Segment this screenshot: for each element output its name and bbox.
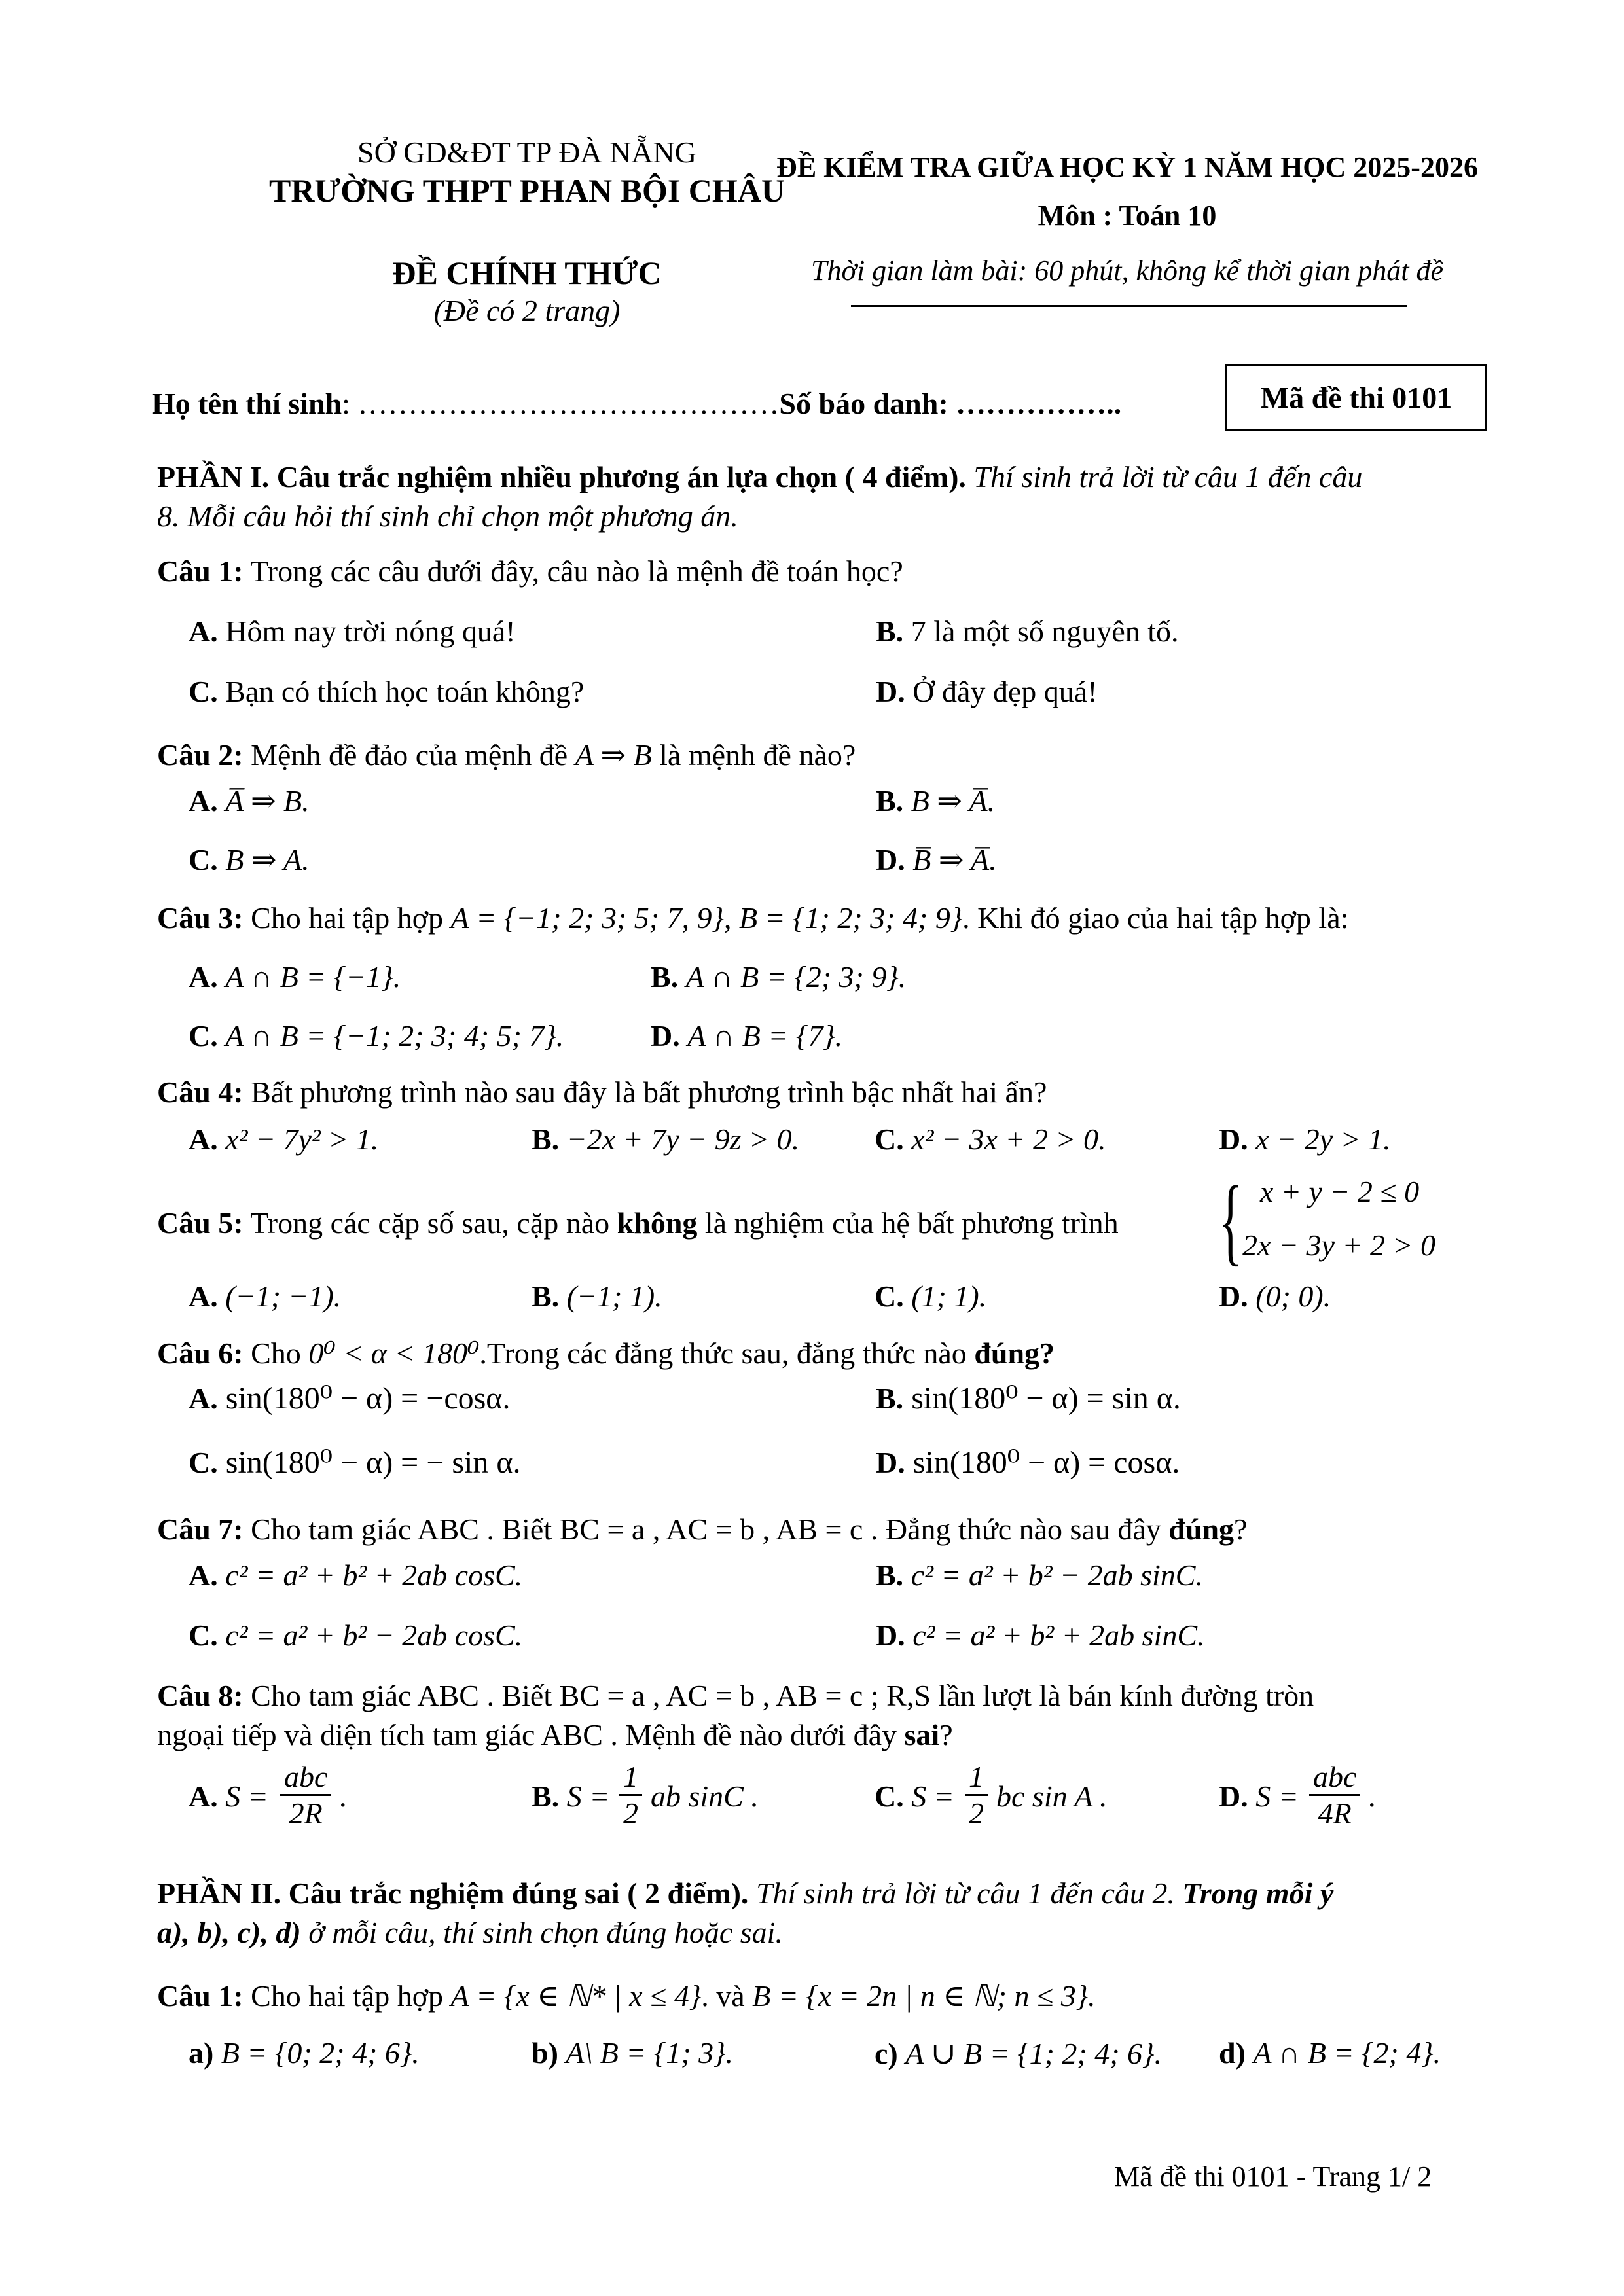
q3-text-after: . Khi đó giao của hai tập hợp là: xyxy=(962,901,1349,935)
part2-heading-bold-2: Trong mỗi ý xyxy=(1174,1876,1334,1910)
p2q1-text-mid: . và xyxy=(701,1979,745,2013)
p2q1-label: Câu 1: xyxy=(157,1979,244,2013)
option-letter: C. xyxy=(189,1446,218,1479)
school-name: TRƯỜNG THPT PHAN BỘI CHÂU xyxy=(268,172,785,209)
part2-heading xyxy=(157,1876,1333,1910)
option-lhs: S = xyxy=(566,1780,610,1813)
option-text: (−1; −1). xyxy=(225,1280,342,1313)
option-letter: D. xyxy=(876,1446,905,1479)
option-text: x − 2y > 1. xyxy=(1255,1122,1391,1156)
subject: Môn : Toán 10 xyxy=(1038,200,1217,232)
q1-option-a xyxy=(189,614,516,649)
q8-b-fraction xyxy=(619,1759,642,1831)
option-letter: B. xyxy=(532,1780,560,1813)
option-text: Bạn có thích học toán không? xyxy=(225,675,585,708)
option-letter: D. xyxy=(1219,1280,1248,1313)
option-text: c² = a² + b² − 2ab sinC. xyxy=(911,1558,1203,1592)
q1-option-b xyxy=(876,614,1179,649)
option-letter: A. xyxy=(189,960,218,994)
item-letter: c) xyxy=(875,2037,898,2070)
part1-heading-italic: Thí sinh trả lời từ câu 1 đến câu xyxy=(965,460,1363,493)
q7-option-d xyxy=(876,1618,1205,1653)
option-letter: A. xyxy=(189,1780,218,1813)
q5-option-a xyxy=(189,1279,341,1314)
q8-stem-line1 xyxy=(157,1678,1314,1713)
option-letter: D. xyxy=(1219,1122,1248,1156)
q4-label: Câu 4: xyxy=(157,1075,244,1109)
option-text: x² − 3x + 2 > 0. xyxy=(911,1122,1106,1156)
fraction-denominator: 2 xyxy=(623,1797,638,1830)
option-text: B ⇒ A. xyxy=(225,843,310,876)
q3-option-c xyxy=(189,1018,564,1053)
official-label: ĐỀ CHÍNH THỨC xyxy=(392,255,662,291)
option-text: A ∩ B = {−1; 2; 3; 4; 5; 7}. xyxy=(225,1019,564,1052)
part1-heading xyxy=(157,459,1362,494)
q4-stem xyxy=(157,1075,1047,1109)
item-letter: b) xyxy=(532,2036,558,2070)
q5-system-line2: 2x − 3y + 2 > 0 xyxy=(1242,1229,1435,1262)
option-letter: C. xyxy=(875,1780,904,1813)
q7-text: Cho tam giác ABC . Biết BC = a , AC = b , AB = c . Đẳng thức nào sau đây xyxy=(251,1513,1161,1546)
q3-set-a: A = {−1; 2; 3; 5; 7, 9} xyxy=(450,901,724,935)
item-letter: d) xyxy=(1219,2036,1246,2070)
option-text: c² = a² + b² − 2ab cosC. xyxy=(225,1619,523,1652)
q6-option-a xyxy=(189,1380,510,1416)
q7-text-end: ? xyxy=(1234,1513,1248,1546)
option-letter: B. xyxy=(876,615,904,648)
p2q1-text: Cho hai tập hợp xyxy=(251,1979,444,2013)
fraction-numerator: 1 xyxy=(619,1759,642,1796)
q8-label: Câu 8: xyxy=(157,1679,244,1712)
q6-option-c xyxy=(189,1444,520,1480)
q5-text-bold: không xyxy=(617,1206,698,1240)
q8-a-fraction xyxy=(280,1759,331,1831)
q2-stem xyxy=(157,737,856,772)
q2-option-b xyxy=(876,783,995,818)
option-text: (1; 1). xyxy=(911,1280,987,1313)
option-letter: A. xyxy=(189,784,218,817)
q2-text: Mệnh đề đảo của mệnh đề xyxy=(251,738,568,772)
q3-text: Cho hai tập hợp xyxy=(243,901,444,935)
item-text: A ∪ B = {1; 2; 4; 6}. xyxy=(905,2037,1162,2070)
part1-heading-bold: PHẦN I. Câu trắc nghiệm nhiều phương án lựa chọn ( 4 điểm). xyxy=(157,460,966,493)
option-text: A ∩ B = {−1}. xyxy=(225,960,401,994)
q3-option-d xyxy=(651,1018,842,1053)
item-letter: a) xyxy=(189,2036,214,2070)
q8-b-rhs: ab sinC . xyxy=(651,1780,759,1813)
option-letter: D. xyxy=(876,1619,905,1652)
q7-stem xyxy=(157,1512,1247,1547)
exam-code-box xyxy=(1225,364,1487,431)
name-label: Họ tên thí sinh xyxy=(152,387,342,420)
option-text: x² − 7y² > 1. xyxy=(225,1122,379,1156)
option-letter: C. xyxy=(189,1619,218,1652)
q5-stem xyxy=(157,1206,1119,1240)
item-text: A\ B = {1; 3}. xyxy=(566,2036,734,2070)
q5-label: Câu 5: xyxy=(157,1206,244,1240)
p2q1-item-d xyxy=(1219,2036,1441,2070)
part2-heading-bold: PHẦN II. Câu trắc nghiệm đúng sai ( 2 điểm). xyxy=(157,1876,749,1910)
option-letter: C. xyxy=(875,1280,904,1313)
item-text: B = {0; 2; 4; 6}. xyxy=(221,2036,420,2070)
q7-text-bold: đúng xyxy=(1168,1513,1235,1546)
fraction-numerator: abc xyxy=(280,1759,331,1796)
q8-option-c xyxy=(875,1779,954,1814)
part2-heading-line2 xyxy=(157,1915,783,1950)
q8-stem-line2 xyxy=(157,1717,953,1752)
p2q1-item-c xyxy=(875,2036,1162,2071)
option-letter: B. xyxy=(651,960,679,994)
q7-option-a xyxy=(189,1558,522,1592)
q5-system-line1: x + y − 2 ≤ 0 xyxy=(1260,1175,1420,1208)
fraction-denominator: 2 xyxy=(969,1797,984,1830)
q3-option-a xyxy=(189,960,401,994)
q2-option-c xyxy=(189,842,310,877)
option-letter: B. xyxy=(876,1382,904,1415)
exam-title: ĐỀ KIỂM TRA GIỮA HỌC KỲ 1 NĂM HỌC 2025-2026 xyxy=(776,151,1478,183)
option-text: −2x + 7y − 9z > 0. xyxy=(566,1122,800,1156)
time-note: Thời gian làm bài: 60 phút, không kể thời gian phát đề xyxy=(810,255,1444,287)
student-line xyxy=(152,386,1121,421)
q2-formula: A ⇒ B xyxy=(575,738,652,772)
q6-option-d xyxy=(876,1444,1180,1480)
q6-option-b xyxy=(876,1380,1181,1416)
part2-heading-italic: Thí sinh trả lời từ câu 1 đến câu 2. xyxy=(748,1876,1175,1910)
fraction-numerator: abc xyxy=(1309,1759,1360,1796)
option-letter: B. xyxy=(876,1558,904,1592)
header-divider xyxy=(851,305,1407,307)
q1-label: Câu 1: xyxy=(157,554,244,588)
q8-text-end: ? xyxy=(939,1718,953,1751)
q6-text: Cho xyxy=(251,1336,301,1370)
part2-line2-italic: ở mỗi câu, thí sinh chọn đúng hoặc sai. xyxy=(300,1916,783,1949)
id-label: Số báo danh: …………….. xyxy=(779,387,1122,420)
q3-option-b xyxy=(651,960,906,994)
option-letter: C. xyxy=(189,675,218,708)
option-lhs: S = xyxy=(911,1780,954,1813)
fraction-denominator: 2R xyxy=(289,1797,323,1830)
fraction-numerator: 1 xyxy=(965,1759,988,1796)
option-text: Ở đây đẹp quá! xyxy=(912,675,1098,708)
pages-note: (Đề có 2 trang) xyxy=(433,294,621,327)
name-dots: : …………………………………… xyxy=(342,387,780,420)
exam-code: Mã đề thi 0101 xyxy=(1260,380,1453,414)
q3-stem: Câu 3: Cho hai tập hợp A = {−1; 2; 3; 5; 7, 9}, B = {1; 2; 3; 4; 9}. Khi đó giao của hai tập hợp là: xyxy=(157,901,1349,935)
q3-set-b: B = {1; 2; 3; 4; 9} xyxy=(738,901,963,935)
p2q1-item-a xyxy=(189,2036,420,2070)
option-text: Hôm nay trời nóng quá! xyxy=(225,615,516,648)
q8-option-a xyxy=(189,1779,268,1814)
q8-a-dot: . xyxy=(339,1780,347,1813)
option-text: sin(180⁰ − α) = −cosα. xyxy=(225,1381,511,1416)
part2-line2-bold: a), b), c), d) xyxy=(157,1916,301,1949)
q4-option-d xyxy=(1219,1122,1391,1157)
p2q1-set-a: A = {x ∈ ℕ* | x ≤ 4} xyxy=(450,1979,702,2013)
option-text: (0; 0). xyxy=(1255,1280,1331,1313)
option-lhs: S = xyxy=(225,1780,268,1813)
q5-option-c xyxy=(875,1279,986,1314)
option-letter: A. xyxy=(189,1122,218,1156)
q4-text: Bất phương trình nào sau đây là bất phương trình bậc nhất hai ẩn? xyxy=(251,1075,1047,1109)
option-letter: D. xyxy=(1219,1780,1248,1813)
q4-option-a xyxy=(189,1122,378,1157)
q5-text-1: Trong các cặp số sau, cặp nào xyxy=(250,1206,610,1240)
part1-heading-line2: 8. Mỗi câu hỏi thí sinh chỉ chọn một phương án. xyxy=(157,499,738,533)
option-letter: D. xyxy=(876,843,905,876)
q2-text-after: là mệnh đề nào? xyxy=(659,738,856,772)
p2q1-set-b: B = {x = 2n | n ∈ ℕ; n ≤ 3}. xyxy=(752,1979,1096,2013)
option-text: B ⇒ A̅. xyxy=(911,784,996,817)
option-letter: D. xyxy=(876,675,905,708)
q8-d-dot: . xyxy=(1368,1780,1376,1813)
option-letter: C. xyxy=(189,843,218,876)
option-letter: B. xyxy=(876,784,904,817)
option-text: A ∩ B = {2; 3; 9}. xyxy=(685,960,907,994)
q5-option-d xyxy=(1219,1279,1331,1314)
dept-name: SỞ GD&ĐT TP ĐÀ NẴNG xyxy=(357,135,696,169)
system-brace: { xyxy=(1219,1166,1242,1275)
option-text: B̅ ⇒ A̅. xyxy=(912,843,997,876)
fraction-denominator: 4R xyxy=(1318,1797,1352,1830)
item-text: A ∩ B = {2; 4}. xyxy=(1253,2036,1441,2070)
option-lhs: S = xyxy=(1255,1780,1299,1813)
q7-option-b xyxy=(876,1558,1203,1592)
page-footer: Mã đề thi 0101 - Trang 1/ 2 xyxy=(1114,2161,1432,2193)
p2q1-stem xyxy=(157,1978,1096,2013)
q8-text-1: Cho tam giác ABC . Biết BC = a , AC = b , AB = c ; R,S lần lượt là bán kính đường tròn xyxy=(251,1679,1314,1712)
q8-option-d xyxy=(1219,1779,1299,1814)
q8-option-b xyxy=(532,1779,609,1814)
q2-option-d xyxy=(876,842,997,877)
q1-text: Trong các câu dưới đây, câu nào là mệnh đề toán học? xyxy=(243,554,903,588)
option-text: 7 là một số nguyên tố. xyxy=(911,615,1179,648)
option-letter: B. xyxy=(532,1122,560,1156)
q2-option-a xyxy=(189,783,310,818)
q8-text-bold: sai xyxy=(904,1718,940,1751)
option-letter: C. xyxy=(189,1019,218,1052)
q4-option-c xyxy=(875,1122,1106,1157)
q4-option-b xyxy=(532,1122,799,1157)
option-text: A ∩ B = {7}. xyxy=(687,1019,843,1052)
option-text: sin(180⁰ − α) = cosα. xyxy=(912,1445,1180,1480)
q1-stem xyxy=(157,554,903,588)
q2-label: Câu 2: xyxy=(157,738,244,772)
option-text: A̅ ⇒ B. xyxy=(225,784,310,817)
q5-option-b xyxy=(532,1279,662,1314)
option-text: (−1; 1). xyxy=(566,1280,662,1313)
q5-text-2: là nghiệm của hệ bất phương trình xyxy=(704,1206,1119,1240)
option-text: sin(180⁰ − α) = − sin α. xyxy=(225,1445,521,1480)
q8-d-fraction xyxy=(1309,1759,1360,1831)
q6-text-after: .Trong các đẳng thức sau, đẳng thức nào xyxy=(479,1336,967,1370)
q8-text-2: ngoại tiếp và diện tích tam giác ABC . Mệnh đề nào dưới đây xyxy=(157,1718,897,1751)
option-text: c² = a² + b² + 2ab sinC. xyxy=(912,1619,1205,1652)
q7-label: Câu 7: xyxy=(157,1513,244,1546)
q3-label: Câu 3: xyxy=(157,901,244,935)
q8-c-fraction xyxy=(965,1759,988,1831)
option-letter: B. xyxy=(532,1280,560,1313)
option-letter: A. xyxy=(189,1382,218,1415)
q6-text-bold: đúng? xyxy=(974,1336,1055,1370)
option-text: sin(180⁰ − α) = sin α. xyxy=(911,1381,1181,1416)
option-letter: A. xyxy=(189,615,218,648)
option-letter: C. xyxy=(875,1122,904,1156)
q1-option-c xyxy=(189,674,584,709)
q6-stem xyxy=(157,1335,1055,1371)
q1-option-d xyxy=(876,674,1098,709)
q8-c-rhs: bc sin A . xyxy=(996,1780,1108,1813)
p2q1-item-b xyxy=(532,2036,733,2070)
q6-label: Câu 6: xyxy=(157,1336,244,1370)
option-letter: A. xyxy=(189,1280,218,1313)
option-letter: A. xyxy=(189,1558,218,1592)
q6-formula: 0⁰ < α < 180⁰ xyxy=(308,1336,480,1370)
q7-option-c xyxy=(189,1618,522,1653)
option-text: c² = a² + b² + 2ab cosC. xyxy=(225,1558,523,1592)
option-letter: D. xyxy=(651,1019,680,1052)
